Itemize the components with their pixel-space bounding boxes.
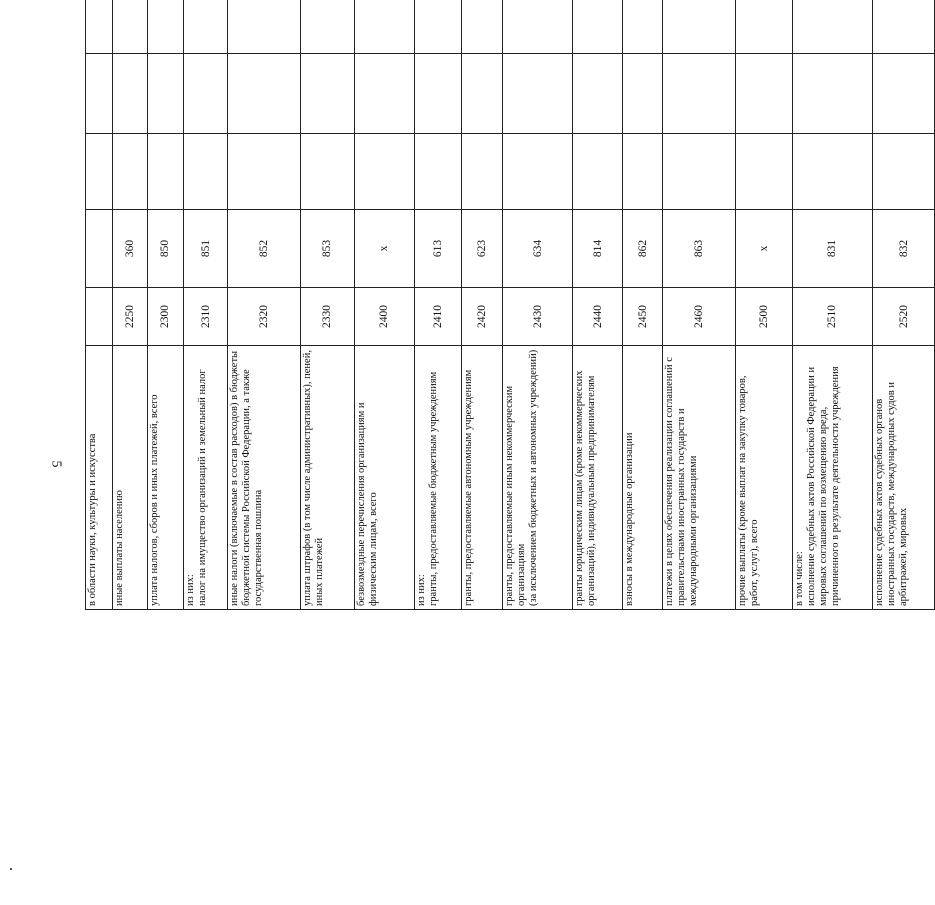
page-number: 5 bbox=[48, 460, 64, 468]
rotated-table-page bbox=[85, 43, 935, 610]
empty-cell bbox=[147, 0, 183, 54]
row-name: гранты юридическим лицам (кроме некоммерческих организаций), индивидуальным предпринимателям bbox=[572, 346, 623, 610]
empty-cell bbox=[228, 0, 301, 54]
empty-cell bbox=[112, 54, 147, 134]
row-name: безвозмездные перечисления организациям и физическим лицам, всего bbox=[354, 346, 414, 610]
row-kbk: 863 bbox=[663, 210, 736, 288]
empty-cell bbox=[572, 0, 623, 54]
empty-cell bbox=[86, 134, 113, 210]
empty-cell bbox=[414, 134, 461, 210]
row-code: 2510 bbox=[792, 288, 873, 346]
row-name: в области науки, культуры и искусства bbox=[86, 346, 113, 610]
row-code: 2450 bbox=[623, 288, 663, 346]
empty-cell bbox=[623, 134, 663, 210]
row-kbk: 851 bbox=[184, 210, 228, 288]
row-kbk: 862 bbox=[623, 210, 663, 288]
row-kbk: 360 bbox=[112, 210, 147, 288]
empty-cell bbox=[873, 134, 935, 210]
row-name: уплата налогов, сборов и иных платежей, всего bbox=[147, 346, 183, 610]
empty-cell bbox=[354, 0, 414, 54]
row-name: в том числе: исполнение судебных актов Российской Федерации и мировых соглашений по возмещению вреда, причиненного в результате деятельности учреждения bbox=[792, 346, 873, 610]
empty-cell bbox=[147, 134, 183, 210]
row-code bbox=[86, 288, 113, 346]
empty-cell bbox=[228, 134, 301, 210]
empty-cell bbox=[301, 134, 355, 210]
empty-cell bbox=[301, 0, 355, 54]
empty-cell bbox=[301, 54, 355, 134]
row-kbk: 853 bbox=[301, 210, 355, 288]
empty-cell bbox=[462, 134, 503, 210]
empty-cell bbox=[86, 0, 113, 54]
empty-cell bbox=[792, 54, 873, 134]
empty-cell bbox=[792, 134, 873, 210]
empty-cell bbox=[112, 134, 147, 210]
empty-cell bbox=[572, 134, 623, 210]
row-name: гранты, предоставляемые автономным учреждениям bbox=[462, 346, 503, 610]
empty-cell bbox=[663, 0, 736, 54]
budget-expenses-table bbox=[85, 0, 935, 610]
scan-speck bbox=[10, 868, 12, 870]
row-name: уплата штрафов (в том числе административных), пеней, иных платежей bbox=[301, 346, 355, 610]
row-kbk: 852 bbox=[228, 210, 301, 288]
row-code: 2300 bbox=[147, 288, 183, 346]
row-kbk: 623 bbox=[462, 210, 503, 288]
table-row bbox=[792, 0, 873, 610]
table-row bbox=[301, 0, 355, 610]
table-row bbox=[462, 0, 503, 610]
empty-cell bbox=[354, 134, 414, 210]
table-row bbox=[112, 0, 147, 610]
empty-cell bbox=[147, 54, 183, 134]
empty-cell bbox=[184, 0, 228, 54]
empty-cell bbox=[414, 0, 461, 54]
row-kbk bbox=[86, 210, 113, 288]
empty-cell bbox=[663, 54, 736, 134]
row-name: из них: налог на имущество организаций и земельный налог bbox=[184, 346, 228, 610]
row-kbk: 850 bbox=[147, 210, 183, 288]
empty-cell bbox=[414, 54, 461, 134]
row-kbk: x bbox=[735, 210, 792, 288]
empty-cell bbox=[503, 134, 573, 210]
row-code: 2310 bbox=[184, 288, 228, 346]
row-code: 2500 bbox=[735, 288, 792, 346]
empty-cell bbox=[873, 54, 935, 134]
empty-cell bbox=[228, 54, 301, 134]
row-code: 2520 bbox=[873, 288, 935, 346]
row-code: 2410 bbox=[414, 288, 461, 346]
row-code: 2420 bbox=[462, 288, 503, 346]
table-row bbox=[86, 0, 113, 610]
row-name: взносы в международные организации bbox=[623, 346, 663, 610]
row-code: 2440 bbox=[572, 288, 623, 346]
table-row bbox=[147, 0, 183, 610]
row-kbk: 831 bbox=[792, 210, 873, 288]
row-name: иные выплаты населению bbox=[112, 346, 147, 610]
row-code: 2330 bbox=[301, 288, 355, 346]
empty-cell bbox=[735, 134, 792, 210]
empty-cell bbox=[184, 134, 228, 210]
empty-cell bbox=[503, 54, 573, 134]
empty-cell bbox=[623, 54, 663, 134]
table-row bbox=[735, 0, 792, 610]
row-code: 2320 bbox=[228, 288, 301, 346]
row-name: исполнение судебных актов судебных органов иностранных государств, международных судов и арбитражей, мировых bbox=[873, 346, 935, 610]
empty-cell bbox=[623, 0, 663, 54]
empty-cell bbox=[462, 54, 503, 134]
row-kbk: 832 bbox=[873, 210, 935, 288]
row-code: 2430 bbox=[503, 288, 573, 346]
table-row bbox=[572, 0, 623, 610]
empty-cell bbox=[184, 54, 228, 134]
empty-cell bbox=[663, 134, 736, 210]
table-row bbox=[228, 0, 301, 610]
table-row bbox=[873, 0, 935, 610]
row-kbk: 613 bbox=[414, 210, 461, 288]
empty-cell bbox=[503, 0, 573, 54]
row-kbk: 814 bbox=[572, 210, 623, 288]
row-name: платежи в целях обеспечения реализации соглашений с правительствами иностранных государств и международными организациями bbox=[663, 346, 736, 610]
table-row bbox=[663, 0, 736, 610]
row-kbk: x bbox=[354, 210, 414, 288]
empty-cell bbox=[873, 0, 935, 54]
table-row bbox=[623, 0, 663, 610]
row-code: 2460 bbox=[663, 288, 736, 346]
row-name: из них: гранты, предоставляемые бюджетным учреждениям bbox=[414, 346, 461, 610]
row-code: 2400 bbox=[354, 288, 414, 346]
row-name: гранты, предоставляемые иным некоммерческим организациям (за исключением бюджетных и автономных учреждений) bbox=[503, 346, 573, 610]
row-name: прочие выплаты (кроме выплат на закупку товаров, работ, услуг), всего bbox=[735, 346, 792, 610]
row-code: 2250 bbox=[112, 288, 147, 346]
empty-cell bbox=[572, 54, 623, 134]
empty-cell bbox=[112, 0, 147, 54]
table-row bbox=[184, 0, 228, 610]
empty-cell bbox=[792, 0, 873, 54]
empty-cell bbox=[735, 54, 792, 134]
empty-cell bbox=[86, 54, 113, 134]
row-kbk: 634 bbox=[503, 210, 573, 288]
table-row bbox=[503, 0, 573, 610]
table-row bbox=[414, 0, 461, 610]
empty-cell bbox=[735, 0, 792, 54]
row-name: иные налоги (включаемые в состав расходов) в бюджеты бюджетной системы Российской Федерации, а также государственная пошлина bbox=[228, 346, 301, 610]
empty-cell bbox=[462, 0, 503, 54]
empty-cell bbox=[354, 54, 414, 134]
table-row bbox=[354, 0, 414, 610]
